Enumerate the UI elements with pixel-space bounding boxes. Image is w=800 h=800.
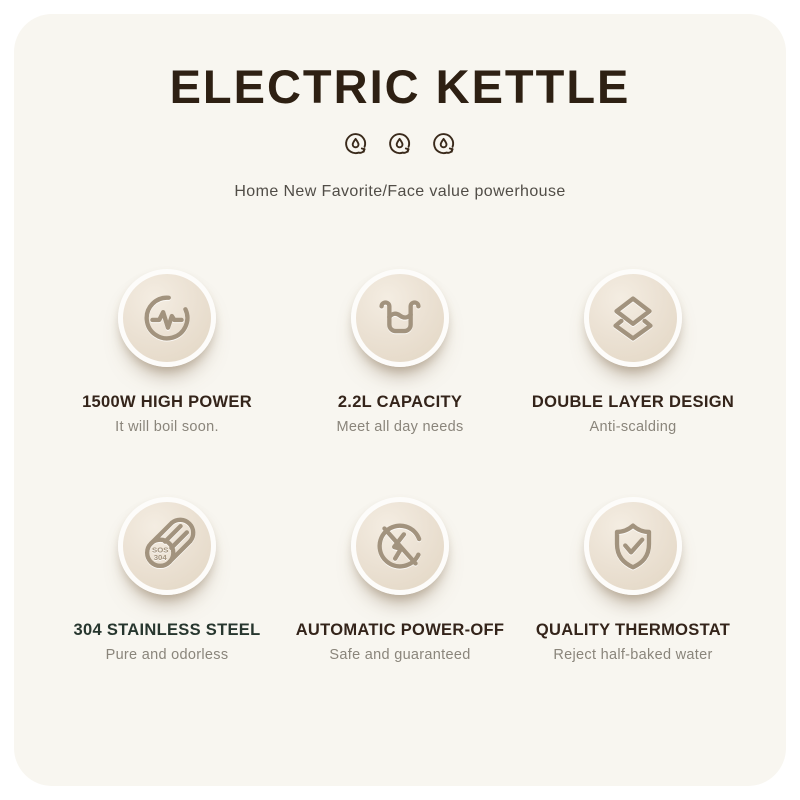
feature-capacity — [284, 269, 517, 435]
steel-cylinder-icon — [136, 515, 198, 577]
feature-icon-badge — [118, 497, 216, 595]
feature-auto-power-off — [284, 497, 517, 663]
feature-subtitle: Meet all day needs — [336, 419, 464, 436]
water-cycle-icon — [430, 130, 459, 159]
feature-title: 1500W HIGH POWER — [82, 393, 252, 412]
steel-icon-text: SOS — [152, 545, 169, 555]
feature-subtitle: It will boil soon. — [115, 419, 219, 436]
kettle-infographic-card — [14, 14, 786, 786]
water-cycle-icon — [342, 130, 371, 159]
page-title: ELECTRIC KETTLE — [169, 60, 631, 113]
features-grid — [14, 269, 786, 663]
feature-subtitle: Safe and guaranteed — [329, 647, 471, 664]
feature-title: AUTOMATIC POWER-OFF — [295, 621, 505, 640]
feature-icon-badge — [351, 269, 449, 367]
feature-subtitle: Pure and odorless — [105, 647, 229, 664]
feature-title: DOUBLE LAYER DESIGN — [531, 393, 735, 412]
feature-icon-badge — [351, 497, 449, 595]
power-pulse-icon — [136, 287, 198, 349]
decor-icon-row — [14, 130, 786, 159]
feature-title: 2.2L CAPACITY — [337, 393, 463, 412]
feature-high-power — [51, 269, 284, 435]
feature-title: QUALITY THERMOSTAT — [535, 621, 731, 640]
feature-subtitle: Reject half-baked water — [553, 647, 713, 664]
feature-thermostat — [517, 497, 750, 663]
feature-double-layer — [517, 269, 750, 435]
feature-icon-badge — [584, 497, 682, 595]
double-layer-icon — [602, 287, 664, 349]
no-power-icon — [369, 515, 431, 577]
shield-check-icon — [602, 515, 664, 577]
water-capacity-icon — [369, 287, 431, 349]
feature-title: 304 STAINLESS STEEL — [73, 621, 261, 640]
steel-icon-text: 304 — [153, 553, 167, 563]
feature-icon-badge — [584, 269, 682, 367]
water-cycle-icon — [386, 130, 415, 159]
header-subtitle: Home New Favorite/Face value powerhouse — [234, 183, 566, 201]
feature-subtitle: Anti-scalding — [589, 419, 677, 436]
feature-icon-badge — [118, 269, 216, 367]
feature-stainless-steel — [51, 497, 284, 663]
